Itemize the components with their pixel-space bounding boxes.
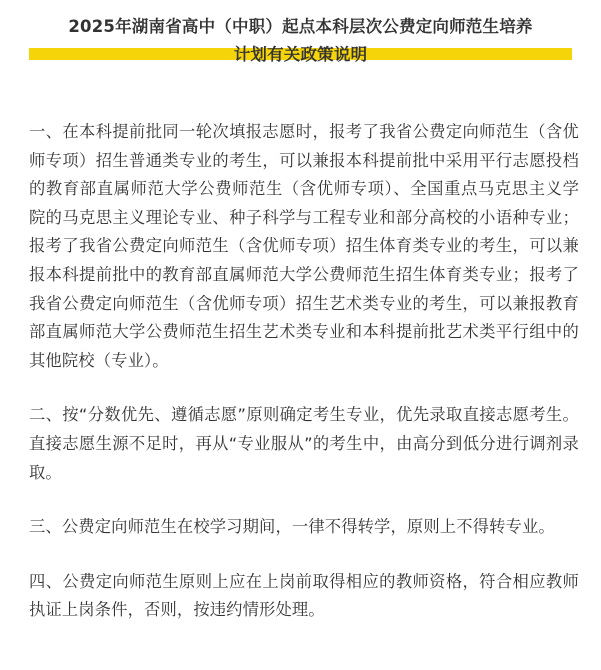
article-title xyxy=(0,14,601,68)
title-line-1: 2025年湖南省高中（中职）起点本科层次公费定向师范生培养 xyxy=(68,17,533,36)
article-body xyxy=(29,118,579,651)
title-line-2: 计划有关政策说明 xyxy=(233,45,368,64)
paragraph-3: 三、公费定向师范生在校学习期间，一律不得转学，原则上不得转专业。 xyxy=(29,517,555,537)
paragraph-1: 一、在本科提前批同一轮次填报志愿时，报考了我省公费定向师范生（含优师专项）招生普通类专业的考生，可以兼报本科提前批中采用平行志愿投档的教育部直属师范大学公费师范生（含优师专项）、全国重点马克思主义学院的马克思主义理论专业、种子科学与工程专业和部分高校的小语种专业；报考了我省公费定向师范生（含优师专项）招生体育类专业的考生，可以兼报本科提前批中的教育部直属师范大学公费师范生招生体育类专业；报考了我省公费定向师范生（含优师专项）招生艺术类专业的考生，可以兼报教育部直属师范大学公费师范生招生艺术类专业和本科提前批艺术类平行组中的其他院校（专业）。 xyxy=(29,122,579,370)
paragraph-2: 二、按“分数优先、遵循志愿”原则确定考生专业，优先录取直接志愿考生。直接志愿生源不足时，再从“专业服从”的考生中，由高分到低分进行调剂录取。 xyxy=(29,405,579,482)
title-line-2-wrapper xyxy=(234,42,368,68)
paragraph-4: 四、公费定向师范生原则上应在上岗前取得相应的教师资格，符合相应教师执证上岗条件，否则，按违约情形处理。 xyxy=(29,571,579,620)
